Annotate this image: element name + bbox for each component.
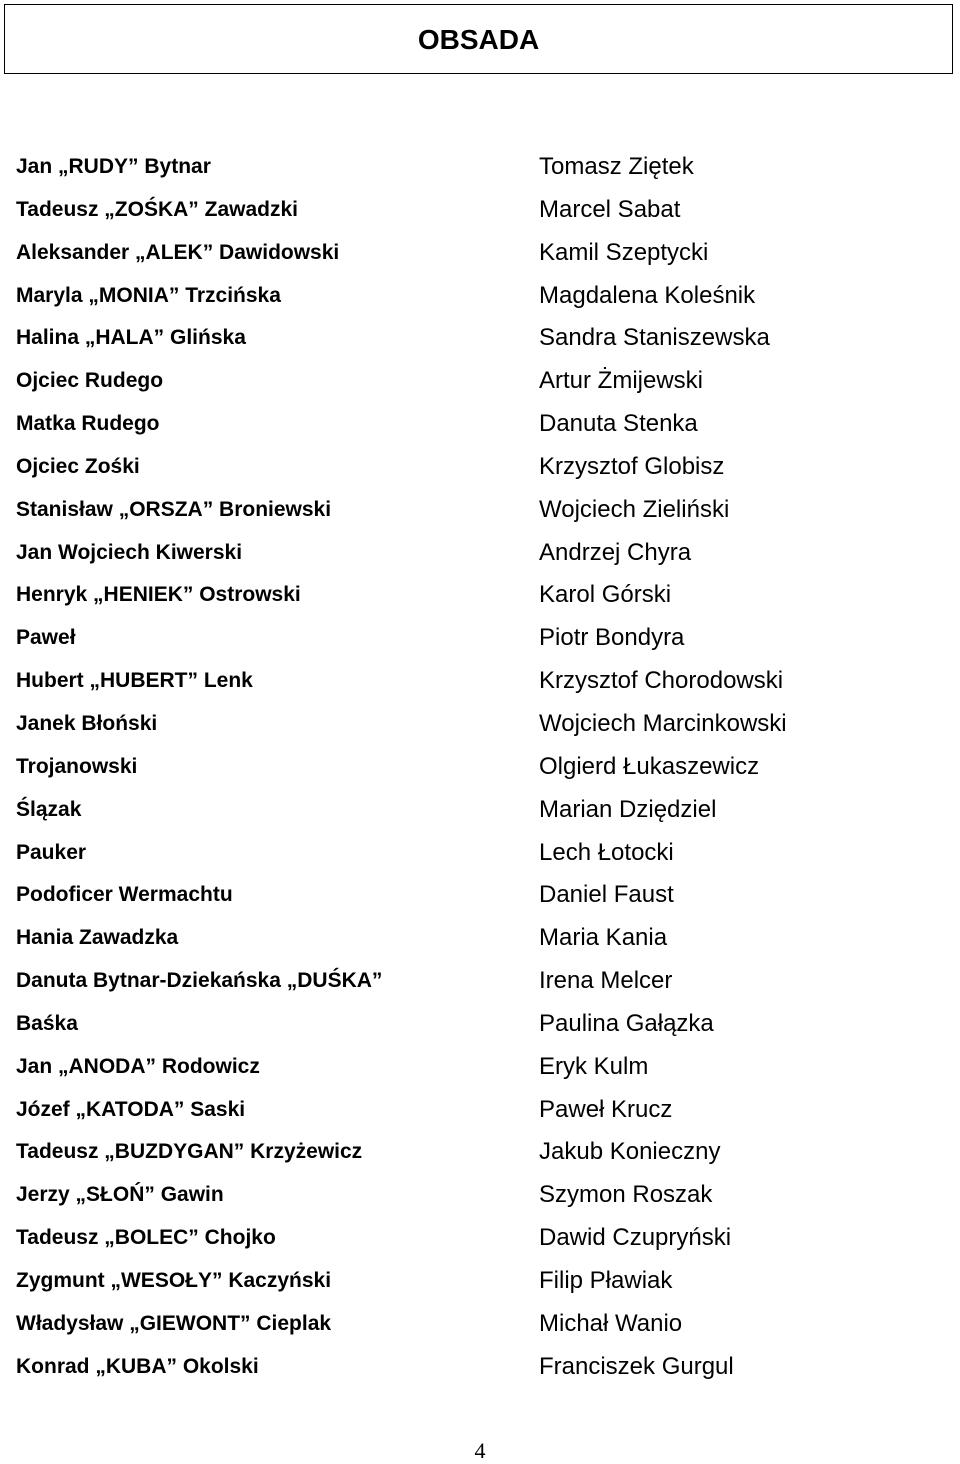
role-name: Hania Zawadzka (16, 926, 179, 950)
cast-row (0, 533, 960, 576)
cast-row (0, 1004, 960, 1047)
actor-name: Maria Kania (539, 924, 668, 952)
role-name: Ślązak (16, 797, 82, 821)
actor-name: Paulina Gałązka (539, 1009, 714, 1037)
role-name: Halina „HALA” Glińska (16, 326, 246, 350)
role-name: Paweł (16, 626, 76, 650)
cast-row (0, 1090, 960, 1133)
actor-name: Filip Pławiak (539, 1266, 673, 1294)
actor-name: Andrzej Chyra (539, 538, 692, 566)
cast-row (0, 575, 960, 618)
actor-name: Franciszek Gurgul (539, 1352, 734, 1380)
role-name: Pauker (16, 840, 87, 864)
page-title: OBSADA (417, 24, 540, 55)
cast-row (0, 276, 960, 319)
cast-row (0, 233, 960, 276)
actor-name: Artur Żmijewski (539, 367, 704, 395)
actor-name: Szymon Roszak (539, 1181, 713, 1209)
cast-row (0, 1047, 960, 1090)
actor-name: Wojciech Marcinkowski (539, 709, 787, 737)
actor-name: Eryk Kulm (539, 1052, 649, 1080)
cast-row (0, 404, 960, 447)
role-name: Józef „KATODA” Saski (16, 1097, 246, 1121)
role-name: Henryk „HENIEK” Ostrowski (16, 583, 301, 607)
cast-row (0, 875, 960, 918)
actor-name: Dawid Czupryński (539, 1224, 732, 1252)
actor-name: Danuta Stenka (539, 410, 698, 438)
role-name: Maryla „MONIA” Trzcińska (16, 283, 281, 307)
actor-name: Piotr Bondyra (539, 624, 685, 652)
cast-row (0, 147, 960, 190)
cast-row (0, 1261, 960, 1304)
cast-row (0, 704, 960, 747)
role-name: Tadeusz „BUZDYGAN” Krzyżewicz (16, 1140, 363, 1164)
cast-row (0, 447, 960, 490)
cast-list (0, 147, 960, 1389)
cast-row (0, 618, 960, 661)
cast-row (0, 1218, 960, 1261)
title-box (4, 4, 953, 74)
role-name: Stanisław „ORSZA” Broniewski (16, 497, 332, 521)
actor-name: Daniel Faust (539, 881, 674, 909)
role-name: Danuta Bytnar-Dziekańska „DUŚKA” (16, 969, 383, 993)
cast-row (0, 318, 960, 361)
actor-name: Karol Górski (539, 581, 672, 609)
actor-name: Krzysztof Chorodowski (539, 667, 784, 695)
role-name: Jan Wojciech Kiwerski (16, 540, 243, 564)
actor-name: Sandra Staniszewska (539, 324, 770, 352)
role-name: Ojciec Zośki (16, 454, 140, 478)
cast-row (0, 1175, 960, 1218)
cast-row (0, 918, 960, 961)
cast-row (0, 661, 960, 704)
role-name: Janek Błoński (16, 711, 158, 735)
role-name: Matka Rudego (16, 412, 160, 436)
actor-name: Olgierd Łukaszewicz (539, 752, 760, 780)
role-name: Podoficer Wermachtu (16, 883, 233, 907)
actor-name: Krzysztof Globisz (539, 452, 725, 480)
cast-row (0, 490, 960, 533)
role-name: Ojciec Rudego (16, 369, 164, 393)
cast-row (0, 1132, 960, 1175)
actor-name: Wojciech Zieliński (539, 495, 730, 523)
role-name: Tadeusz „BOLEC” Chojko (16, 1226, 276, 1250)
page-number: 4 (474, 1438, 486, 1463)
actor-name: Marcel Sabat (539, 195, 681, 223)
actor-name: Michał Wanio (539, 1309, 683, 1337)
cast-row (0, 1304, 960, 1347)
role-name: Jan „ANODA” Rodowicz (16, 1054, 260, 1078)
actor-name: Irena Melcer (539, 967, 673, 995)
role-name: Tadeusz „ZOŚKA” Zawadzki (16, 197, 298, 221)
role-name: Jerzy „SŁOŃ” Gawin (16, 1183, 224, 1207)
cast-row (0, 1347, 960, 1390)
role-name: Baśka (16, 1011, 78, 1035)
role-name: Władysław „GIEWONT” Cieplak (16, 1311, 332, 1335)
role-name: Konrad „KUBA” Okolski (16, 1354, 259, 1378)
role-name: Hubert „HUBERT” Lenk (16, 669, 253, 693)
cast-row (0, 190, 960, 233)
role-name: Zygmunt „WESOŁY” Kaczyński (16, 1268, 332, 1292)
actor-name: Tomasz Ziętek (539, 153, 694, 180)
actor-name: Kamil Szeptycki (539, 238, 709, 266)
actor-name: Magdalena Koleśnik (539, 281, 756, 309)
cast-row (0, 961, 960, 1004)
cast-row (0, 747, 960, 790)
cast-row (0, 833, 960, 876)
cast-row (0, 361, 960, 404)
actor-name: Paweł Krucz (539, 1095, 673, 1123)
actor-name: Marian Dziędziel (539, 795, 717, 823)
role-name: Jan „RUDY” Bytnar (16, 155, 211, 178)
actor-name: Lech Łotocki (539, 838, 674, 866)
role-name: Trojanowski (16, 754, 138, 778)
cast-row (0, 790, 960, 833)
role-name: Aleksander „ALEK” Dawidowski (16, 240, 340, 264)
actor-name: Jakub Konieczny (539, 1138, 721, 1166)
